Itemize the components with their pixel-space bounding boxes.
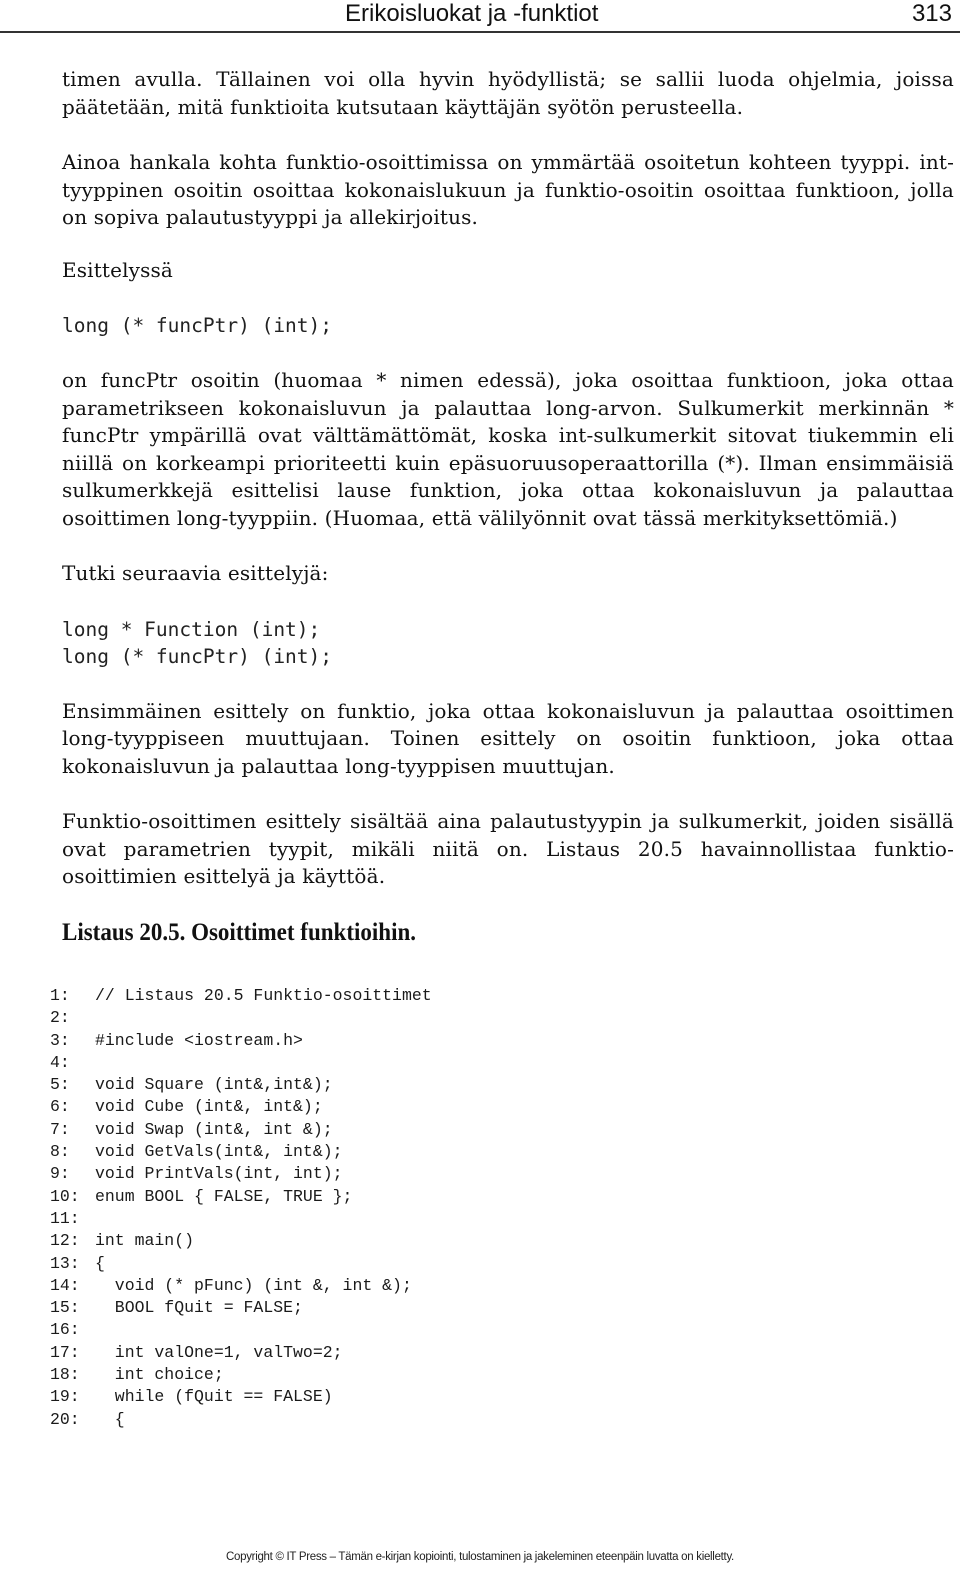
listing-line — [50, 985, 432, 1007]
line-number: 3: — [50, 1030, 70, 1050]
line-code: void GetVals(int&, int&); — [95, 1142, 343, 1162]
line-number: 9: — [50, 1164, 70, 1184]
line-code: void (* pFunc) (int &, int &); — [95, 1275, 412, 1295]
line-number: 1: — [50, 986, 70, 1005]
line-number: 13: — [50, 1253, 80, 1273]
listing-line — [50, 1007, 432, 1029]
listing-title: Listaus 20.5. Osoittimet funktioihin. — [62, 918, 416, 946]
line-code: { — [95, 1253, 105, 1273]
line-number: 10: — [50, 1186, 80, 1206]
page-header — [0, 0, 960, 33]
line-number: 18: — [50, 1365, 80, 1385]
line-code: { — [95, 1409, 125, 1429]
line-code: enum BOOL { FALSE, TRUE }; — [95, 1186, 353, 1206]
page-number: 313 — [911, 0, 952, 27]
paragraph-declaration-intro: Esittelyssä — [62, 257, 173, 282]
line-code: void Cube (int&, int&); — [95, 1097, 323, 1117]
listing-line — [50, 1141, 432, 1163]
chapter-title: Erikoisluokat ja -funktiot — [345, 0, 599, 27]
line-code: int valOne=1, valTwo=2; — [95, 1342, 343, 1362]
footer-copyright: Copyright © IT Press – Tämän e-kirjan kopiointi, tulostaminen ja jakeleminen eteenpäin luvatta on kielletty. — [226, 1551, 734, 1563]
paragraph-study-declarations: Tutki seuraavia esittelyjä: — [62, 561, 329, 585]
line-number: 2: — [50, 1008, 70, 1028]
listing-line — [50, 1230, 432, 1252]
code-declarations: long * Function (int); long (* funcPtr) (int); — [62, 617, 333, 668]
line-number: 11: — [50, 1208, 80, 1228]
listing-line — [50, 1386, 432, 1408]
listing-line — [50, 1319, 432, 1341]
listing-line — [50, 1297, 432, 1319]
paragraph-intro: timen avulla. Tällainen voi olla hyvin hyödyllistä; se sallii luoda ohjelmia, joissa päätetään, mitä funktioita kutsutaan käyttäjän syötön perusteella. — [62, 67, 954, 119]
listing-line — [50, 1030, 432, 1052]
line-number: 5: — [50, 1075, 70, 1095]
line-number: 7: — [50, 1119, 70, 1139]
line-code: void PrintVals(int, int); — [95, 1164, 343, 1184]
line-number: 17: — [50, 1342, 80, 1362]
line-number: 8: — [50, 1142, 70, 1162]
line-code: int main() — [95, 1231, 195, 1251]
line-number: 15: — [50, 1298, 80, 1318]
listing-line — [50, 1409, 432, 1431]
code-listing — [50, 985, 432, 1431]
line-number: 14: — [50, 1275, 80, 1295]
line-code: int choice; — [95, 1365, 224, 1385]
paragraph-first-declaration: Ensimmäinen esittely on funktio, joka ottaa kokonaisluvun ja palauttaa osoittimen long-tyyppiseen muuttujaan. Toinen esittely on osoitin funktioon, joka ottaa kokonaisluvun ja palauttaa long-tyyppisen muuttujan. — [62, 698, 954, 778]
page-body — [62, 66, 954, 947]
listing-line — [50, 1208, 432, 1230]
line-number: 4: — [50, 1052, 70, 1072]
paragraph-funcptr-declaration: Funktio-osoittimen esittely sisältää aina palautustyypin ja sulkumerkit, joiden sisällä ovat parametrien tyypit, mikäli niitä on. Listaus 20.5 havainnollistaa funktio-osoittimien esittelyä ja käyttöä. — [62, 809, 954, 888]
listing-line — [50, 1253, 432, 1275]
listing-line — [50, 1275, 432, 1297]
listing-line — [50, 1119, 432, 1141]
line-code: BOOL fQuit = FALSE; — [95, 1298, 303, 1318]
listing-line — [50, 1096, 432, 1118]
line-code: void Swap (int&, int &); — [95, 1119, 333, 1139]
listing-line — [50, 1342, 432, 1364]
line-code: while (fQuit == FALSE) — [95, 1387, 333, 1407]
paragraph-pointer-type: Ainoa hankala kohta funktio-osoittimissa on ymmärtää osoitetun kohteen tyyppi. int-tyyppinen osoitin osoittaa kokonaislukuun ja funktio-osoitin osoittaa funktioon, jolla on sopiva palautustyyppi ja allekirjoitus. — [62, 150, 954, 229]
code-declaration: long (* funcPtr) (int); — [62, 314, 333, 337]
line-code: // Listaus 20.5 Funktio-osoittimet — [95, 986, 432, 1005]
line-number: 20: — [50, 1409, 80, 1429]
line-code: #include <iostream.h> — [95, 1030, 303, 1050]
listing-line — [50, 1186, 432, 1208]
listing-line — [50, 1163, 432, 1185]
paragraph-funcptr-explanation: on funcPtr osoitin (huomaa * nimen edessä), joka osoittaa funktioon, joka ottaa parametrikseen kokonaisluvun ja palauttaa long-arvon. Sulkumerkit merkinnän * funcPtr ympärillä ovat välttämättömät, koska int-sulkumerkit sitovat tiukemmin eli niillä on korkeampi prioriteetti kuin epäsuoruusoperaattorilla (*). Ilman ensimmäisiä sulkumerkkejä esittelisi lause funktion, joka ottaa kokonaisluvun ja palauttaa osoittimen long-tyyppiin. (Huomaa, että välilyönnit ovat tässä merkityksettömiä.) — [62, 368, 954, 530]
line-code: void Square (int&,int&); — [95, 1075, 333, 1095]
line-number: 12: — [50, 1231, 80, 1251]
line-number: 19: — [50, 1387, 80, 1407]
listing-line — [50, 1364, 432, 1386]
listing-line — [50, 1052, 432, 1074]
line-number: 6: — [50, 1097, 70, 1117]
listing-line — [50, 1074, 432, 1096]
line-number: 16: — [50, 1320, 80, 1340]
